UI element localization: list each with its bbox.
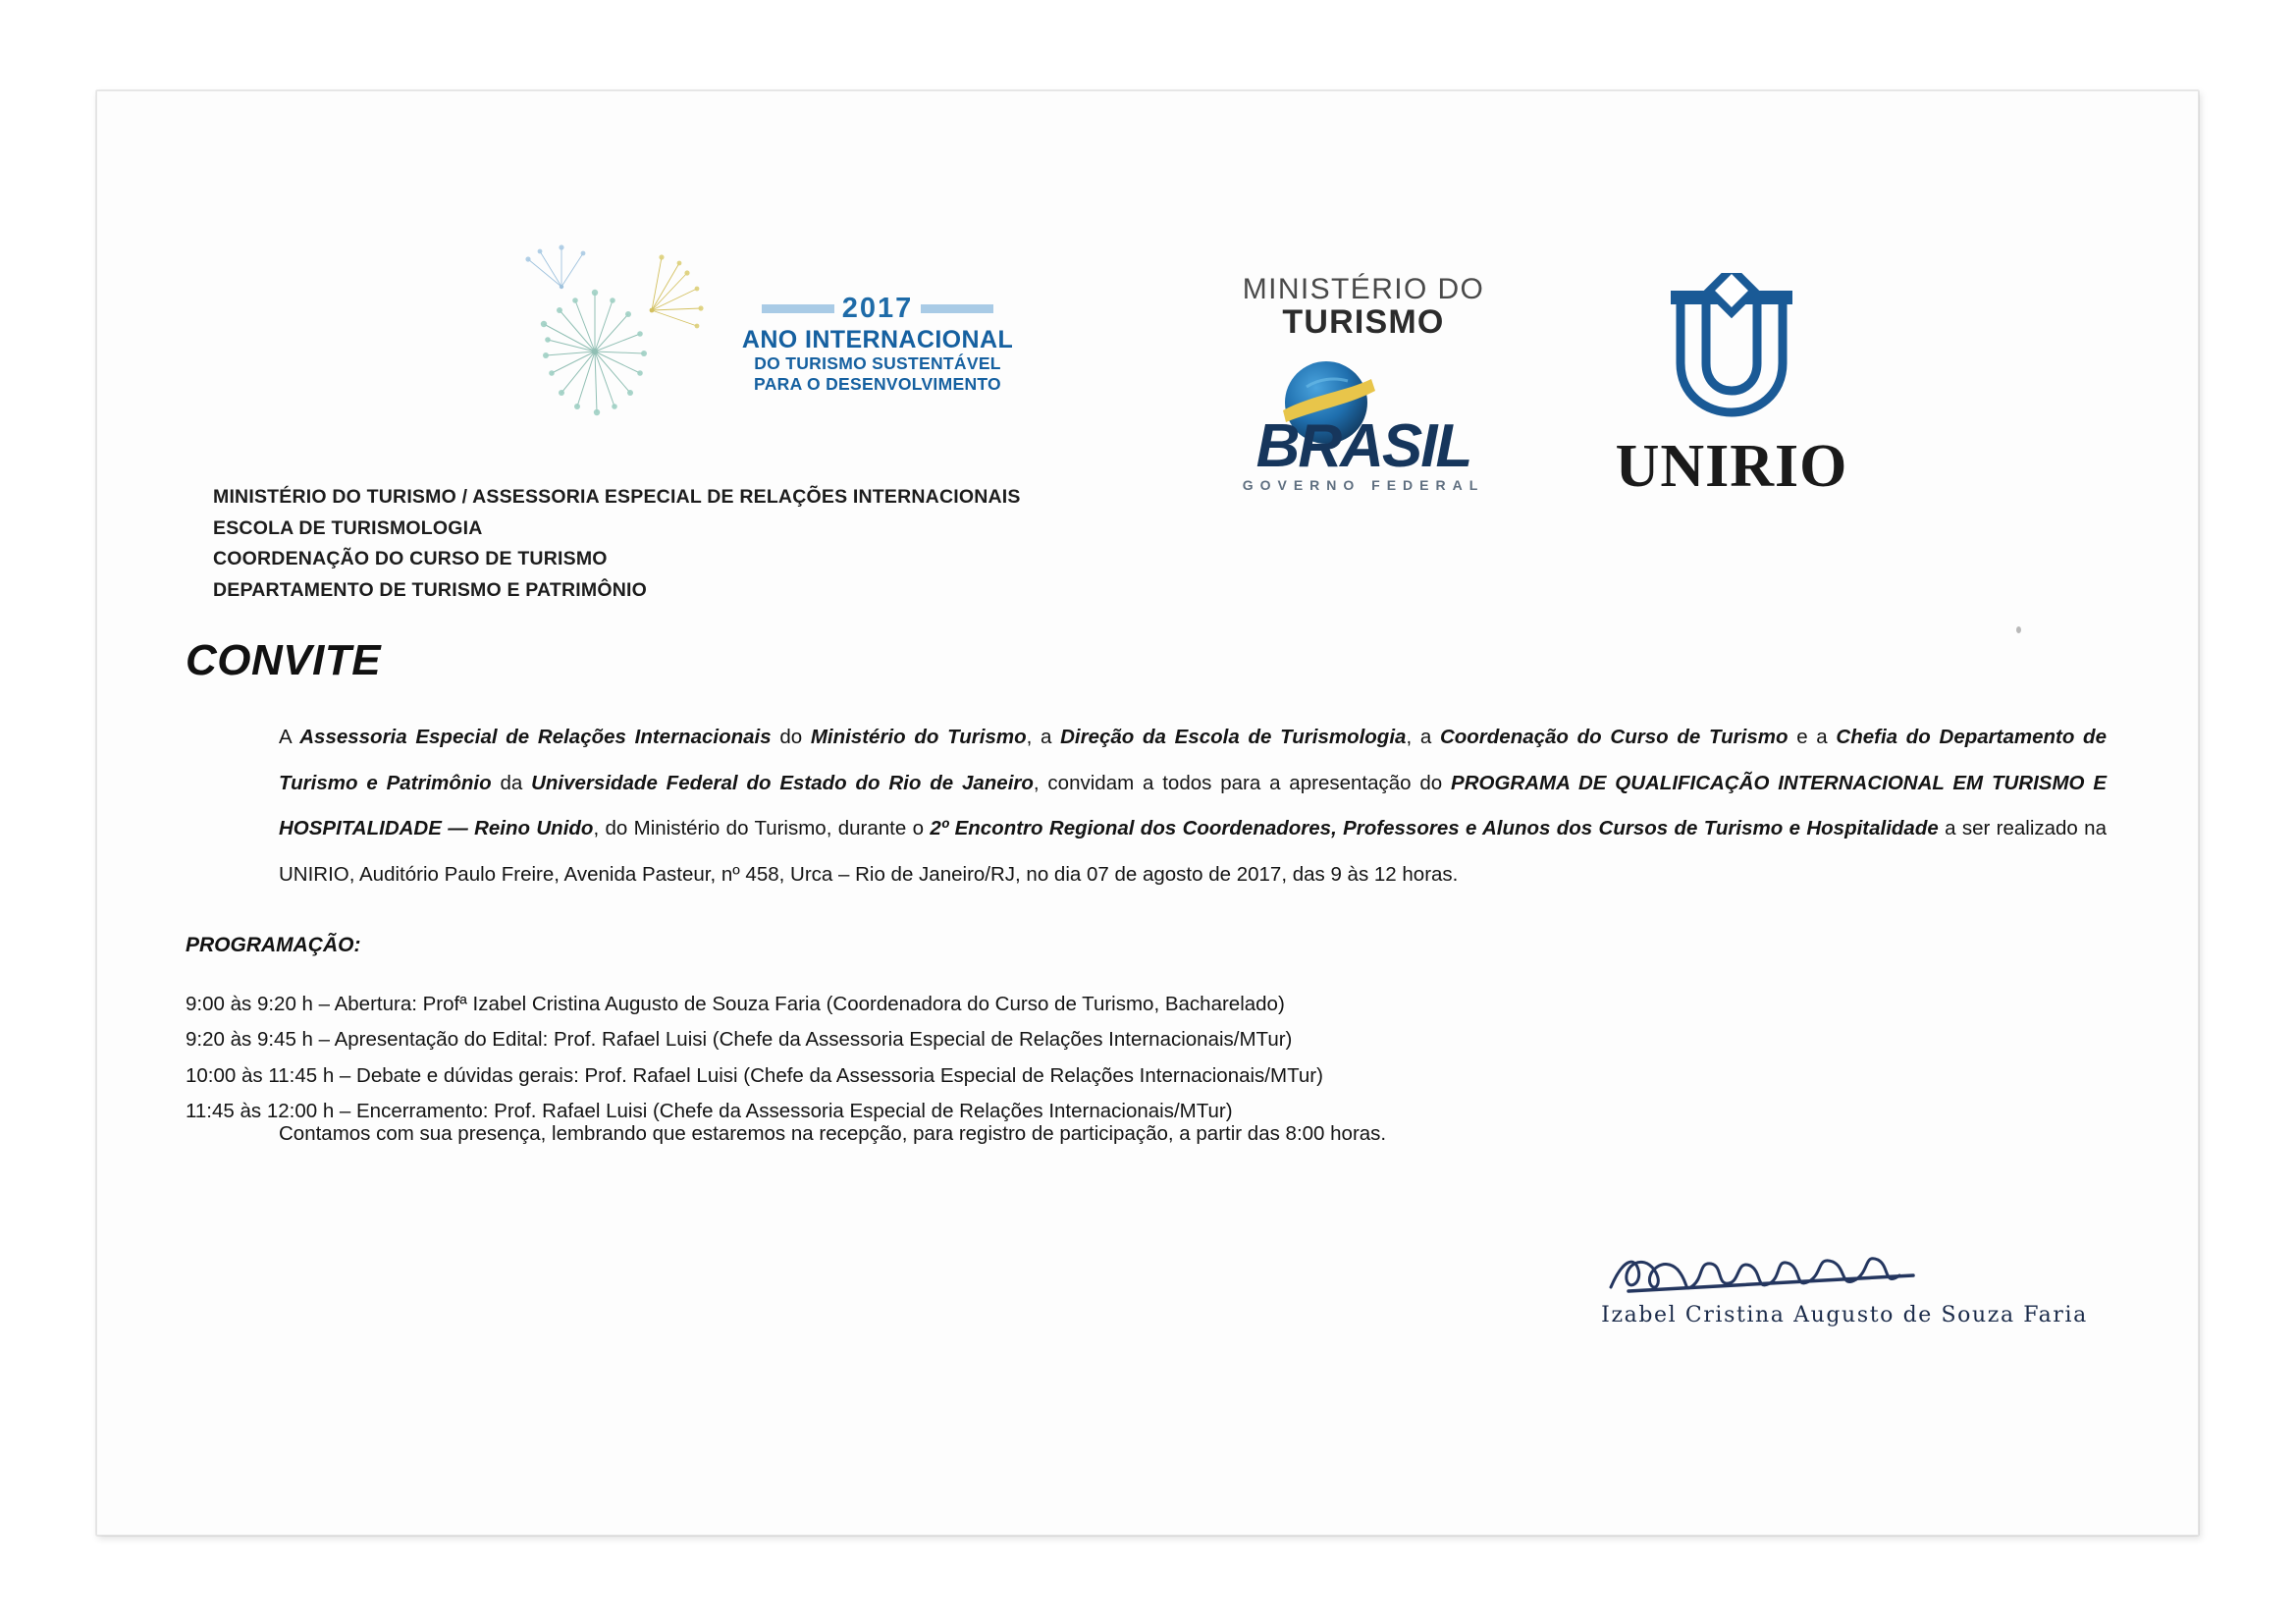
invitation-paragraph <box>279 715 2107 898</box>
ano-line3: PARA O DESENVOLVIMENTO <box>754 374 1001 394</box>
unirio-logo <box>1570 273 1894 502</box>
ano-bar-right <box>921 304 993 313</box>
signature-block <box>1570 1240 2119 1327</box>
org-line-2: ESCOLA DE TURISMOLOGIA <box>213 516 483 539</box>
para-seg-3: , a <box>1026 726 1061 748</box>
page-title: CONVITE <box>186 636 382 684</box>
org-line-3: COORDENAÇÃO DO CURSO DE TURISMO <box>213 548 608 570</box>
para-program-name: PROGRAMA DE QUALIFICAÇÃO INTERNACIONAL EM TURISMO E HOSPITALIDADE — Reino Unido <box>279 771 2107 840</box>
para-bold-3: Direção da Escola de Turismologia <box>1060 726 1407 748</box>
list-item: 11:45 às 12:00 h – Encerramento: Prof. Rafael Luisi (Chefe da Assessoria Especial de Relações Internacionais/MTur) <box>186 1100 1233 1123</box>
para-bold-1: Assessoria Especial de Relações Internacionais <box>299 726 772 748</box>
ano-bar-row <box>730 293 1025 325</box>
scanned-page <box>96 90 2199 1536</box>
governo-federal-text: GOVERNO FEDERAL <box>1242 477 1485 493</box>
unirio-shield-icon <box>1633 273 1830 430</box>
ministerio-line2: TURISMO <box>1282 303 1445 341</box>
ano-line2: DO TURISMO SUSTENTÁVEL <box>754 353 1001 373</box>
handwritten-signature <box>1570 1240 2119 1309</box>
para-seg-4: , a <box>1406 726 1440 748</box>
para-seg-7: , convidam a todos para a apresentação do <box>1033 771 1452 794</box>
para-seg-2: do <box>771 726 811 748</box>
organization-header <box>213 482 1784 606</box>
list-item: 9:20 às 9:45 h – Apresentação do Edital: Prof. Rafael Luisi (Chefe da Assessoria Especial de Relações Internacionais/MTur) <box>186 1028 1293 1052</box>
para-seg-6: da <box>491 771 532 794</box>
para-seg-1: A <box>279 726 300 748</box>
ano-bar-left <box>762 304 834 313</box>
org-line-4: DEPARTAMENTO DE TURISMO E PATRIMÔNIO <box>213 578 647 601</box>
para-seg-8: , do Ministério do Turismo, durante o <box>593 817 931 840</box>
para-bold-2: Ministério do Turismo <box>810 726 1027 748</box>
para-bold-6: Universidade Federal do Estado do Rio de Janeiro <box>531 771 1034 794</box>
para-event-name: 2º Encontro Regional dos Coordenadores, Professores e Alunos dos Cursos de Turismo e Hospitalidade <box>930 817 1939 840</box>
ano-internacional-logo <box>730 293 1025 395</box>
ministerio-line1: MINISTÉRIO DO <box>1242 273 1485 305</box>
ano-year: 2017 <box>841 293 914 324</box>
scan-artifact <box>2016 626 2021 633</box>
signature-name: Izabel Cristina Augusto de Souza Faria <box>1601 1303 2088 1327</box>
dandelion-seed-icon <box>505 234 740 430</box>
para-bold-4: Coordenação do Curso de Turismo <box>1439 726 1789 748</box>
org-line-1: MINISTÉRIO DO TURISMO / ASSESSORIA ESPECIAL DE RELAÇÕES INTERNACIONAIS <box>213 486 1021 508</box>
list-item: 9:00 às 9:20 h – Abertura: Profª Izabel Cristina Augusto de Souza Faria (Coordenadora do Curso de Turismo, Bacharelado) <box>186 993 1285 1015</box>
unirio-wordmark: UNIRIO <box>1615 433 1848 500</box>
closing-note: Contamos com sua presença, lembrando que estaremos na recepção, para registro de participação, a partir das 8:00 horas. <box>279 1122 1387 1145</box>
brasil-wordmark: BRASIL <box>1255 412 1471 480</box>
para-seg-5: e a <box>1788 726 1837 748</box>
programacao-list <box>186 987 1903 1130</box>
programacao-label: PROGRAMAÇÃO: <box>186 934 361 956</box>
list-item: 10:00 às 11:45 h – Debate e dúvidas gerais: Prof. Rafael Luisi (Chefe da Assessoria Especial de Relações Internacionais/MTur) <box>186 1063 1323 1087</box>
ministerio-turismo-logo <box>1157 273 1570 495</box>
ano-line1: ANO INTERNACIONAL <box>741 326 1014 353</box>
para-seg-9: a ser realizado na UNIRIO, Auditório Paulo Freire, Avenida Pasteur, nº 458, Urca – Rio de Janeiro/RJ, no dia 07 de agosto de 2017, das 9 às 12 horas. <box>279 817 2107 887</box>
para-bold-5: Chefia do Departamento de Turismo e Patrimônio <box>279 726 2107 794</box>
